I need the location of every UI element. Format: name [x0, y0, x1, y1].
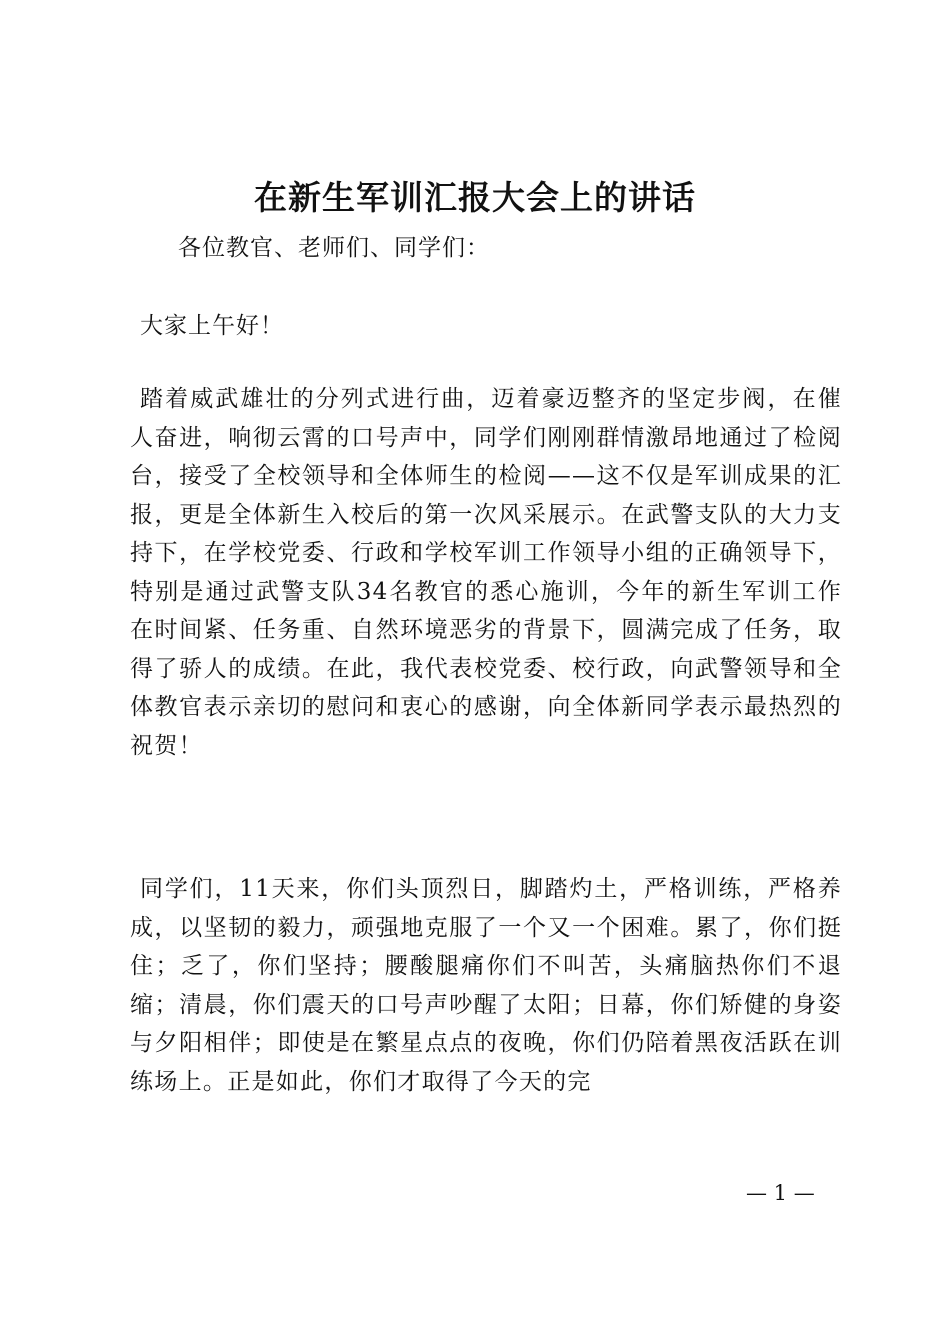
greeting: 大家上午好！	[140, 313, 284, 339]
salutation: 各位教官、老师们、同学们：	[178, 235, 490, 261]
body-paragraph: 同学们，11天来，你们头顶烈日，脚踏灼土，严格训练，严格养成，以坚韧的毅力，顽强地克服了一个又一个困难。累了，你们挺住；乏了，你们坚持；腰酸腿痛你们不叫苦，头痛脑热你们不退缩；清晨，你们震天的口号声吵醒了太阳；日幕，你们矫健的身姿与夕阳相伴；即使是在繁星点点的夜晚，你们仍陪着黑夜活跃在训练场上。正是如此，你们才取得了今天的完	[130, 876, 842, 1095]
document-title: 在新生军训汇报大会上的讲话	[254, 178, 696, 217]
body-paragraph: 踏着威武雄壮的分列式进行曲，迈着豪迈整齐的坚定步阀，在催人奋进，响彻云霄的口号声中，同学们刚刚群情激昂地通过了检阅台，接受了全校领导和全体师生的检阅——这不仅是军训成果的汇报，更是全体新生入校后的第一次风采展示。在武警支队的大力支持下，在学校党委、行政和学校军训工作领导小组的正确领导下，特别是通过武警支队34名教官的悉心施训，今年的新生军训工作在时间紧、任务重、自然环境恶劣的背景下，圆满完成了任务，取得了骄人的成绩。在此，我代表校党委、校行政，向武警领导和全体教官表示亲切的慰问和衷心的感谢，向全体新同学表示最热烈的祝贺！	[130, 386, 842, 759]
page-number: — 1 —	[746, 1181, 815, 1205]
